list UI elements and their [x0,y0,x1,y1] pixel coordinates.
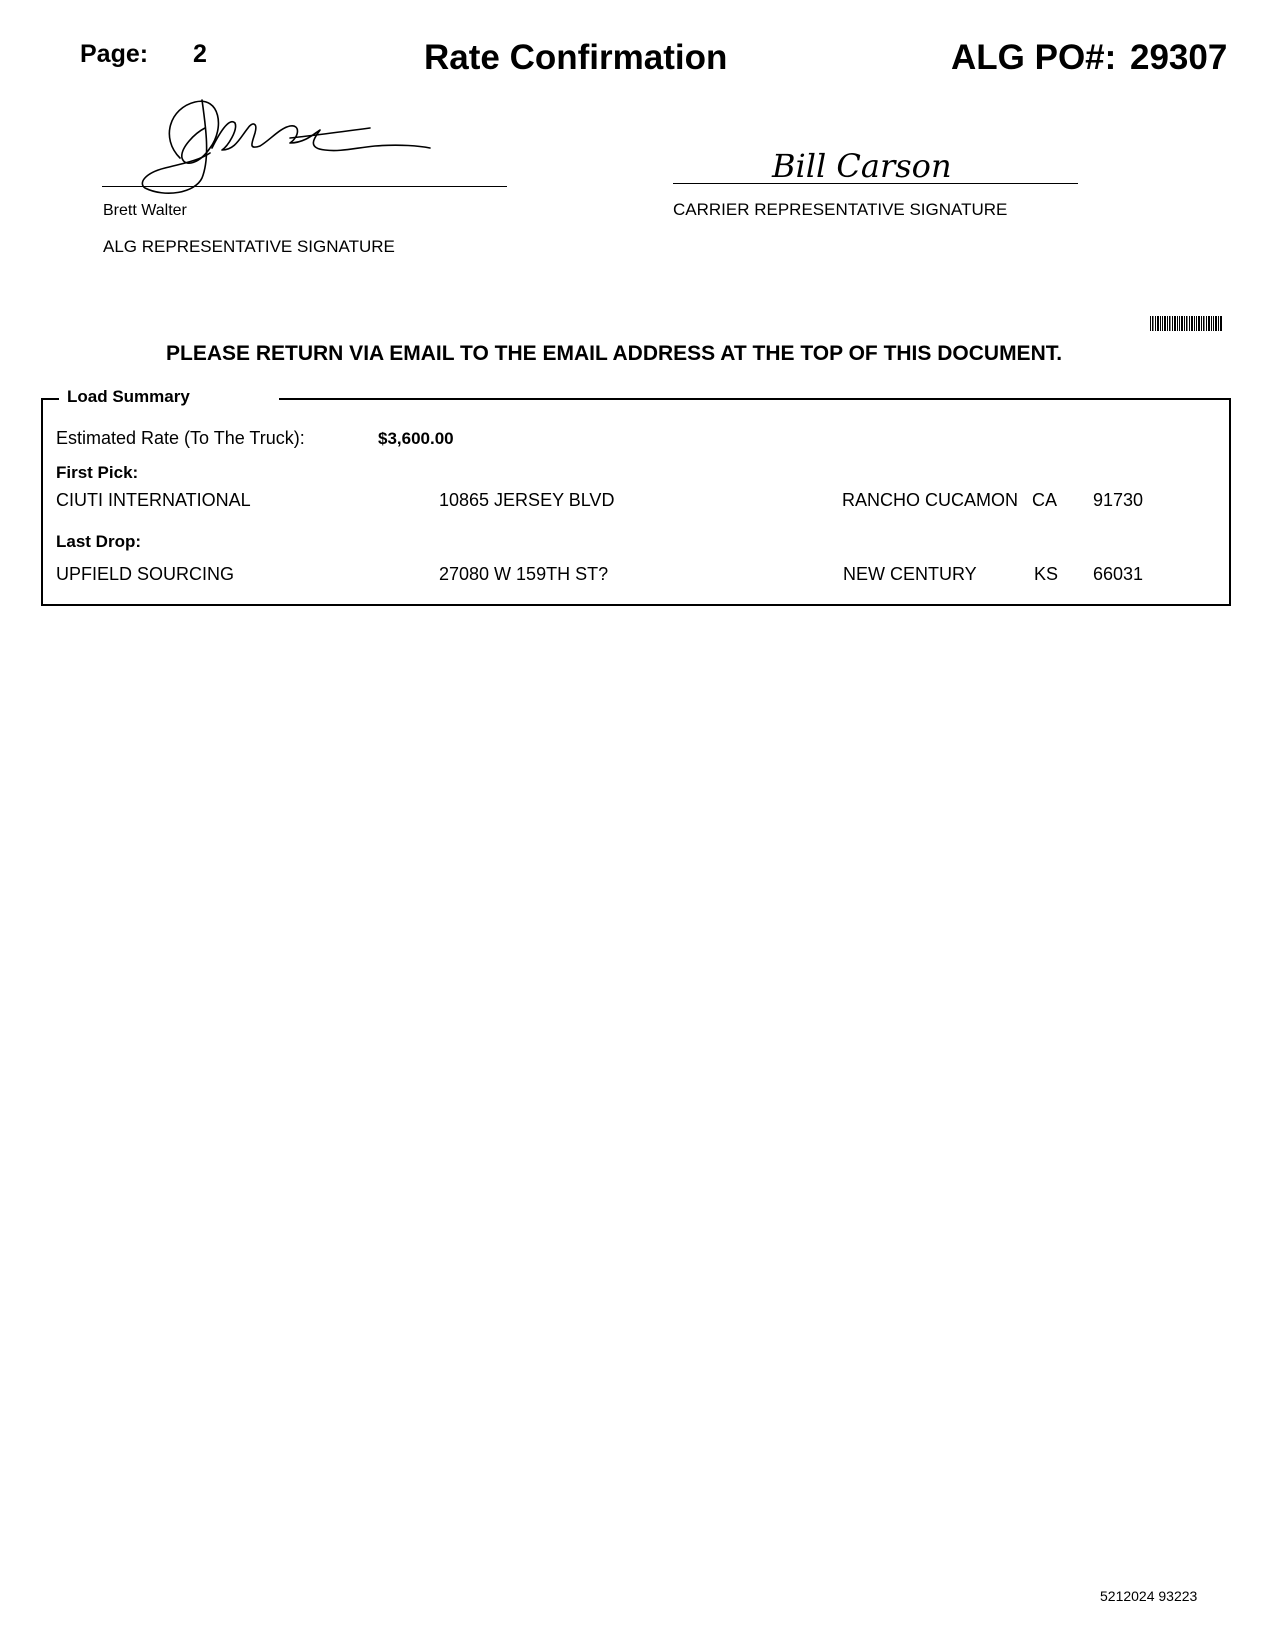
first-pick-zip: 91730 [1093,490,1144,510]
first-pick-city: RANCHO CUCAMON [842,490,1019,510]
first-pick-state: CA [1032,490,1058,510]
load-summary-section [41,387,1231,606]
carrier-signature-image [770,145,970,185]
barcode-image [1150,316,1222,331]
carrier-signature-line [673,183,1078,184]
last-drop-state: KS [1034,564,1059,584]
last-drop-address: 27080 W 159TH ST? [439,564,609,584]
last-drop-city: NEW CENTURY [843,564,977,584]
page-title: Rate Confirmation [424,38,728,77]
carrier-signature-text: Bill Carson [772,147,952,185]
load-summary-heading: Load Summary [59,387,279,407]
first-pick-name: CIUTI INTERNATIONAL [56,490,251,510]
po-number: 29307 [1130,38,1228,77]
first-pick-label: First Pick: [56,463,139,482]
page-label: Page: [80,40,149,68]
carrier-signature-caption: CARRIER REPRESENTATIVE SIGNATURE [673,200,1008,219]
estimated-rate-value: $3,600.00 [378,429,454,448]
alg-signature-line [102,186,507,187]
estimated-rate-label: Estimated Rate (To The Truck): [56,428,305,448]
footer-code: 5212024 93223 [1100,1588,1198,1604]
po-label: ALG PO#: [951,38,1117,77]
last-drop-name: UPFIELD SOURCING [56,564,235,584]
first-pick-address: 10865 JERSEY BLVD [439,490,615,510]
last-drop-label: Last Drop: [56,532,141,551]
alg-signature-caption: ALG REPRESENTATIVE SIGNATURE [103,237,395,256]
last-drop-zip: 66031 [1093,564,1144,584]
return-instruction: PLEASE RETURN VIA EMAIL TO THE EMAIL ADDRESS AT THE TOP OF THIS DOCUMENT. [166,342,1063,365]
page-number: 2 [193,40,207,68]
alg-representative-name: Brett Walter [103,202,187,219]
